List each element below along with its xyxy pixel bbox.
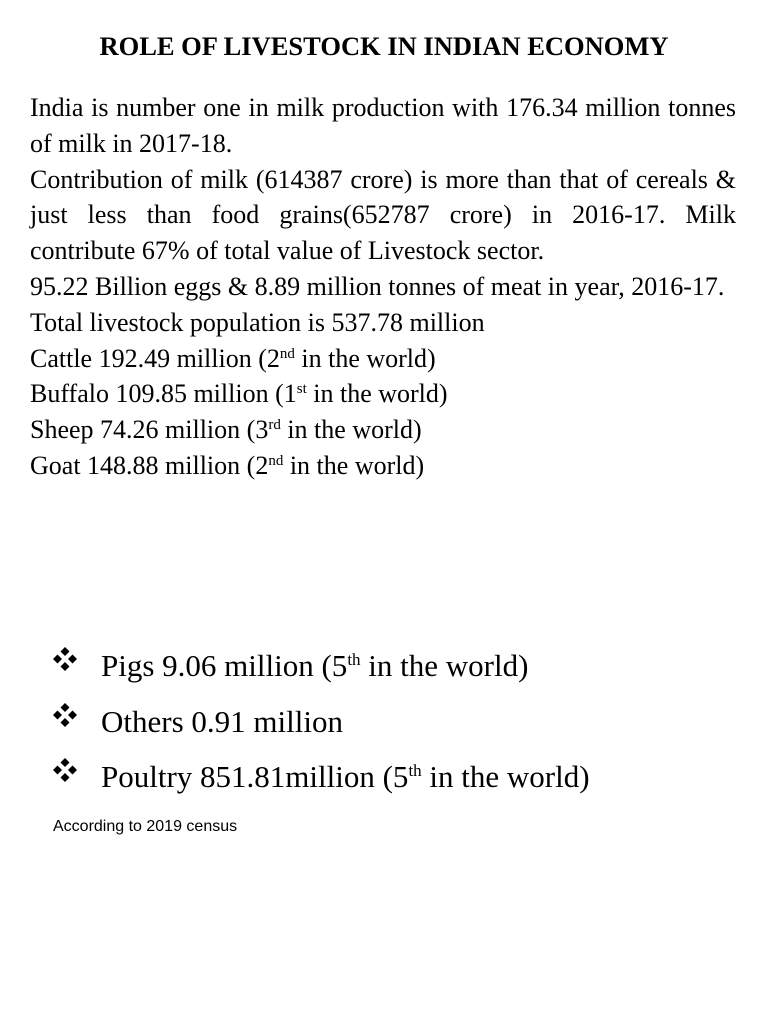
paragraph-eggs-meat: 95.22 Billion eggs & 8.89 million tonnes of meat in year, 2016-17. [30,271,725,301]
bullet-list [52,640,742,807]
bullet-item-others [52,696,742,752]
bullet-stat: Poultry 851.81million (5 [101,759,409,794]
bullet-item-pigs [52,640,742,696]
species-line-cattle [30,341,736,377]
bullet-rank-text: in the world) [421,759,590,794]
population-total: Total livestock population is 537.78 million [30,307,485,337]
body-text [30,90,736,484]
species-stat: Goat 148.88 million (2 [30,450,269,480]
bullet-item-poultry [52,751,742,807]
footnote-source: According to 2019 census [53,818,238,835]
species-stat: Sheep 74.26 million (3 [30,415,269,445]
species-line-buffalo [30,376,736,412]
bullet-text [101,696,343,748]
species-line-sheep [30,412,736,448]
bullet-stat: Others 0.91 million [101,703,343,739]
rank-suffix: nd [268,452,284,469]
bullet-stat: Pigs 9.06 million (5 [101,648,348,683]
paragraph-milk-production: India is number one in milk production with 176.34 million tonnes of milk in 2017-18. [30,93,736,158]
rank-suffix: st [296,381,307,398]
rank-suffix: nd [279,345,295,362]
diamond-bullet-icon [52,757,78,783]
rank-suffix: rd [268,417,281,434]
species-stat: Cattle 192.49 million (2 [30,343,280,373]
slide-title: ROLE OF LIVESTOCK IN INDIAN ECONOMY [99,31,669,61]
species-line-goat [30,448,736,484]
bullet-text [101,640,528,692]
rank-suffix: th [408,761,422,780]
rank-suffix: th [347,650,361,669]
diamond-bullet-icon [52,702,78,728]
bullet-text [101,751,590,803]
species-rank-text: in the world) [283,450,425,480]
paragraph-milk-contribution: Contribution of milk (614387 crore) is more than that of cereals & just less than food grains(652787 crore) in 2016-17. Milk contribute 67% of total value of Livestock sector. [30,164,736,266]
bullet-rank-text: in the world) [360,648,529,683]
species-rank-text: in the world) [294,343,436,373]
species-rank-text: in the world) [280,415,422,445]
diamond-bullet-icon [52,646,78,672]
species-rank-text: in the world) [306,379,448,409]
species-stat: Buffalo 109.85 million (1 [30,379,297,409]
